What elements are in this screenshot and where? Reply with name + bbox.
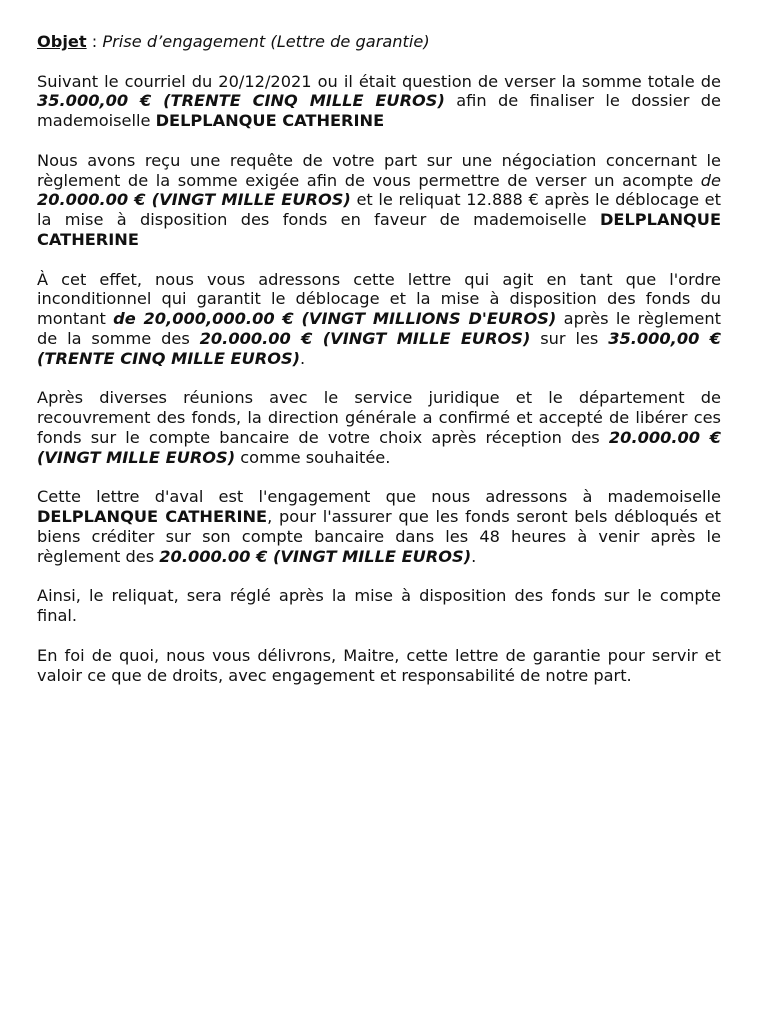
text-run: . xyxy=(471,546,477,566)
subject-label: Objet xyxy=(37,32,87,51)
subject-text: Prise d’engagement (Lettre de garantie) xyxy=(102,32,430,51)
letter-page xyxy=(37,32,721,705)
text-run: En foi de quoi, nous vous délivrons, Maitre, cette lettre de garantie pour servir et valoir ce que de droits, avec engagement et responsabilité de notre part. xyxy=(37,645,721,685)
beneficiary-name: DELPLANQUE CATHERINE xyxy=(37,210,721,249)
subject-line xyxy=(37,32,721,52)
beneficiary-name: DELPLANQUE CATHERINE xyxy=(37,507,268,527)
text-run: . xyxy=(300,348,306,368)
text-run: comme souhaitée. xyxy=(235,447,391,467)
paragraph-balance xyxy=(37,586,721,626)
amount-highlight: 20.000.00 € (VINGT MILLE EUROS) xyxy=(37,190,351,210)
text-run: sur les xyxy=(530,328,609,348)
amount-highlight: de 20,000,000.00 € (VINGT MILLIONS D'EUROS) xyxy=(113,309,557,329)
paragraph-negotiation xyxy=(37,151,721,250)
text-run: et le reliquat 12.888 € après le déblocage et la mise à disposition des fonds en faveur de mademoiselle xyxy=(37,190,721,230)
amount-highlight: 20.000.00 € (VINGT MILLE EUROS) xyxy=(199,328,531,348)
text-run: Ainsi, le reliquat, sera réglé après la mise à disposition des fonds sur le compte final. xyxy=(37,586,721,626)
paragraph-management-approval xyxy=(37,388,721,467)
subject-separator: : xyxy=(86,32,103,51)
amount-highlight: 35.000,00 € (TRENTE CINQ MILLE EUROS) xyxy=(37,328,721,368)
text-run: afin de finaliser le dossier de mademoiselle xyxy=(37,91,721,131)
text-run: À cet effet, nous vous adressons cette lettre qui agit en tant que l'ordre inconditionnel qui garantit le déblocage et la mise à disposition des fonds du montant xyxy=(37,269,721,329)
text-run: Nous avons reçu une requête de votre part sur une négociation concernant le règlement de la somme exigée afin de vous permettre de verser un acompte xyxy=(37,150,721,190)
italic-run: de xyxy=(700,170,721,190)
amount-highlight: 35.000,00 € (TRENTE CINQ MILLE EUROS) xyxy=(37,91,445,111)
paragraph-closing xyxy=(37,646,721,686)
text-run: , pour l'assurer que les fonds seront bels débloqués et biens créditer sur son compte bancaire dans les 48 heures à venir après le règlement des xyxy=(37,507,721,566)
text-run: Cette lettre d'aval est l'engagement que nous adressons à mademoiselle xyxy=(37,487,721,507)
text-run: Suivant le courriel du 20/12/2021 ou il était question de verser la somme totale de xyxy=(37,71,721,91)
text-run: après le règlement de la somme des xyxy=(37,309,721,348)
beneficiary-name: DELPLANQUE CATHERINE xyxy=(155,111,385,131)
text-run: Après diverses réunions avec le service juridique et le département de recouvrement des fonds, la direction générale a confirmé et accepté de libérer ces fonds sur le compte bancaire de votre choix après réception des xyxy=(37,388,721,447)
amount-highlight: 20.000.00 € (VINGT MILLE EUROS) xyxy=(37,427,721,467)
paragraph-request-background xyxy=(37,72,721,131)
paragraph-endorsement xyxy=(37,487,721,566)
amount-highlight: 20.000.00 € (VINGT MILLE EUROS) xyxy=(159,546,472,566)
paragraph-guarantee-order xyxy=(37,270,721,369)
